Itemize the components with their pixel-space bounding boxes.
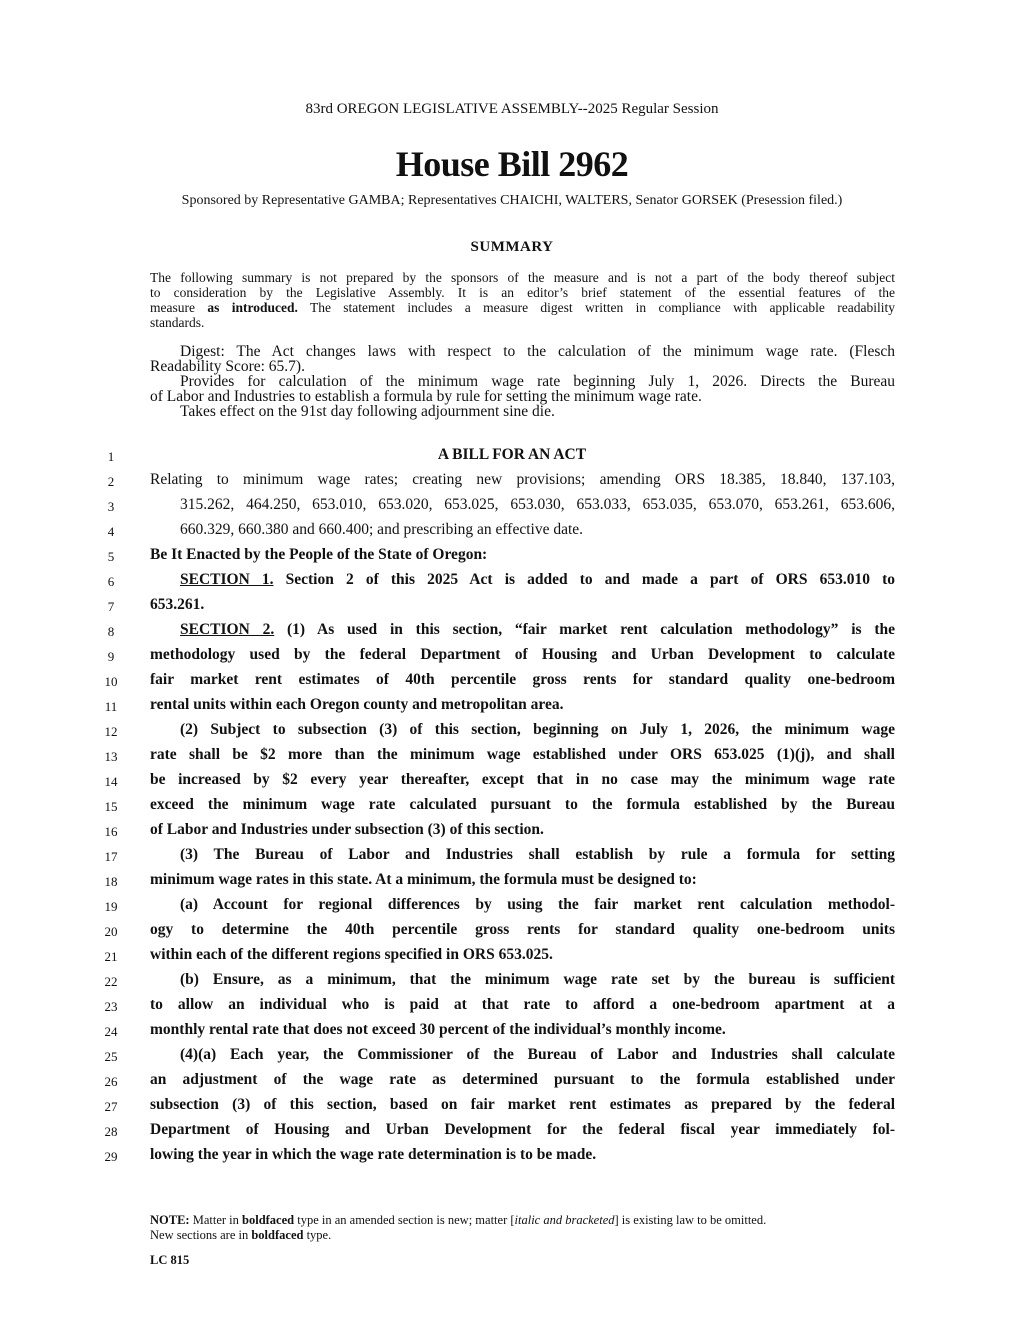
bill-line: 653.261. — [150, 596, 205, 613]
summary-text: The statement includes a measure digest written in compliance with applicable readability — [297, 300, 895, 315]
bill-line: within each of the different regions specified in ORS 653.025. — [150, 946, 553, 963]
line-number: 26 — [104, 1074, 118, 1089]
bill-line: exceed the minimum wage rate calculated pursuant to the formula established by the Bureau — [150, 796, 895, 813]
digest-line: Provides for calculation of the minimum wage rate beginning July 1, 2026. Directs the Bureau — [180, 373, 895, 390]
bill-line — [180, 571, 895, 589]
bill-line: (b) Ensure, as a minimum, that the minimum wage rate set by the bureau is sufficient — [180, 971, 895, 988]
bill-line: an adjustment of the wage rate as determined pursuant to the formula established under — [150, 1071, 895, 1088]
line-number: 23 — [104, 999, 118, 1014]
line-number: 3 — [107, 499, 115, 514]
enacting-clause: Be It Enacted by the People of the State of Oregon: — [150, 546, 488, 563]
line-number: 5 — [107, 549, 115, 564]
bill-line: 660.329, 660.380 and 660.400; and prescribing an effective date. — [180, 521, 584, 538]
line-number: 19 — [104, 899, 118, 914]
line-number: 12 — [104, 724, 118, 739]
summary-line: to consideration by the Legislative Assembly. It is an editor’s brief statement of the essential features of the — [150, 285, 895, 300]
note-text: type. — [303, 1228, 332, 1242]
line-number: 18 — [104, 874, 118, 889]
line-number: 11 — [104, 699, 118, 714]
line-number: 21 — [104, 949, 118, 964]
line-number: 27 — [104, 1099, 118, 1114]
note-bold: boldfaced — [242, 1213, 295, 1227]
summary-line: The following summary is not prepared by the sponsors of the measure and is not a part of the body thereof subject — [150, 270, 895, 285]
note-italic: italic and bracketed — [514, 1213, 615, 1227]
bill-line: lowing the year in which the wage rate determination is to be made. — [150, 1146, 597, 1163]
sponsors-line: Sponsored by Representative GAMBA; Representatives CHAICHI, WALTERS, Senator GORSEK (Presession filed.) — [181, 193, 843, 208]
lc-number: LC 815 — [150, 1253, 190, 1267]
bill-line: rental units within each Oregon county and metropolitan area. — [150, 696, 564, 713]
line-number: 1 — [107, 449, 115, 464]
bill-line: ogy to determine the 40th percentile gross rents for standard quality one-bedroom units — [150, 921, 895, 938]
footer-note — [150, 1213, 910, 1228]
line-number: 16 — [104, 824, 118, 839]
line-number: 24 — [104, 1024, 118, 1039]
session-header: 83rd OREGON LEGISLATIVE ASSEMBLY--2025 Regular Session — [305, 101, 719, 117]
line-number: 13 — [104, 749, 118, 764]
bill-line: 315.262, 464.250, 653.010, 653.020, 653.025, 653.030, 653.033, 653.035, 653.070, 653.261, 653.606, — [180, 496, 895, 513]
note-text: ] is existing law to be omitted. — [614, 1213, 767, 1227]
bill-line: (2) Subject to subsection (3) of this section, beginning on July 1, 2026, the minimum wage — [180, 721, 895, 738]
section-text: Section 2 of this 2025 Act is added to and made a part of ORS 653.010 to — [273, 571, 895, 588]
line-number: 7 — [107, 599, 115, 614]
summary-text: measure — [150, 300, 208, 315]
bill-line: (3) The Bureau of Labor and Industries shall establish by rule a formula for setting — [180, 846, 895, 863]
bill-line: methodology used by the federal Department of Housing and Urban Development to calculate — [150, 646, 895, 663]
line-number: 28 — [104, 1124, 118, 1139]
note-label: NOTE: — [150, 1213, 190, 1227]
footer-note — [150, 1228, 910, 1243]
bill-line: subsection (3) of this section, based on fair market rent estimates as prepared by the federal — [150, 1096, 895, 1113]
bill-heading: A BILL FOR AN ACT — [437, 446, 587, 463]
bill-line: Relating to minimum wage rates; creating new provisions; amending ORS 18.385, 18.840, 137.103, — [150, 471, 895, 488]
line-number: 29 — [104, 1149, 118, 1164]
summary-heading: SUMMARY — [470, 239, 554, 255]
bill-line: (a) Account for regional differences by using the fair market rent calculation methodol- — [180, 896, 895, 913]
section-text: (1) As used in this section, “fair market rent calculation methodology” is the — [274, 621, 896, 638]
line-number: 15 — [104, 799, 118, 814]
bill-line: minimum wage rates in this state. At a minimum, the formula must be designed to: — [150, 871, 697, 888]
summary-line — [150, 300, 895, 316]
line-number: 8 — [107, 624, 115, 639]
note-text: type in an amended section is new; matter [ — [294, 1213, 515, 1227]
bill-line: (4)(a) Each year, the Commissioner of the Bureau of Labor and Industries shall calculate — [180, 1046, 895, 1063]
section-label: SECTION 2. — [180, 621, 275, 638]
note-text: Matter in — [189, 1213, 243, 1227]
bill-line: be increased by $2 every year thereafter, except that in no case may the minimum wage rate — [150, 771, 895, 788]
line-number: 20 — [104, 924, 118, 939]
bill-line: monthly rental rate that does not exceed 30 percent of the individual’s monthly income. — [150, 1021, 726, 1038]
line-number: 6 — [107, 574, 115, 589]
digest-line: of Labor and Industries to establish a formula by rule for setting the minimum wage rate. — [150, 388, 702, 405]
section-label: SECTION 1. — [180, 571, 274, 588]
bill-line: fair market rent estimates of 40th percentile gross rents for standard quality one-bedroom — [150, 671, 895, 688]
digest-line: Digest: The Act changes laws with respect to the calculation of the minimum wage rate. (Flesch — [180, 343, 895, 360]
line-number: 2 — [107, 474, 115, 489]
note-bold: boldfaced — [251, 1228, 304, 1242]
line-number: 9 — [107, 649, 115, 664]
digest-line: Takes effect on the 91st day following adjournment sine die. — [180, 403, 555, 420]
summary-bold-text: as introduced. — [207, 300, 298, 315]
line-number: 14 — [104, 774, 118, 789]
note-text: New sections are in — [150, 1228, 252, 1242]
bill-line: of Labor and Industries under subsection (3) of this section. — [150, 821, 544, 838]
line-number: 4 — [107, 524, 115, 539]
line-number: 22 — [104, 974, 118, 989]
summary-line: standards. — [150, 315, 205, 330]
digest-line: Readability Score: 65.7). — [150, 358, 305, 375]
line-number: 10 — [104, 674, 118, 689]
bill-line: rate shall be $2 more than the minimum wage established under ORS 653.025 (1)(j), and shall — [150, 746, 895, 763]
bill-line: Department of Housing and Urban Development for the federal fiscal year immediately fol- — [150, 1121, 895, 1138]
line-number: 17 — [104, 849, 118, 864]
line-number: 25 — [104, 1049, 118, 1064]
bill-line: to allow an individual who is paid at that rate to afford a one-bedroom apartment at a — [150, 996, 895, 1013]
bill-line — [180, 621, 895, 639]
bill-title: House Bill 2962 — [395, 144, 629, 184]
